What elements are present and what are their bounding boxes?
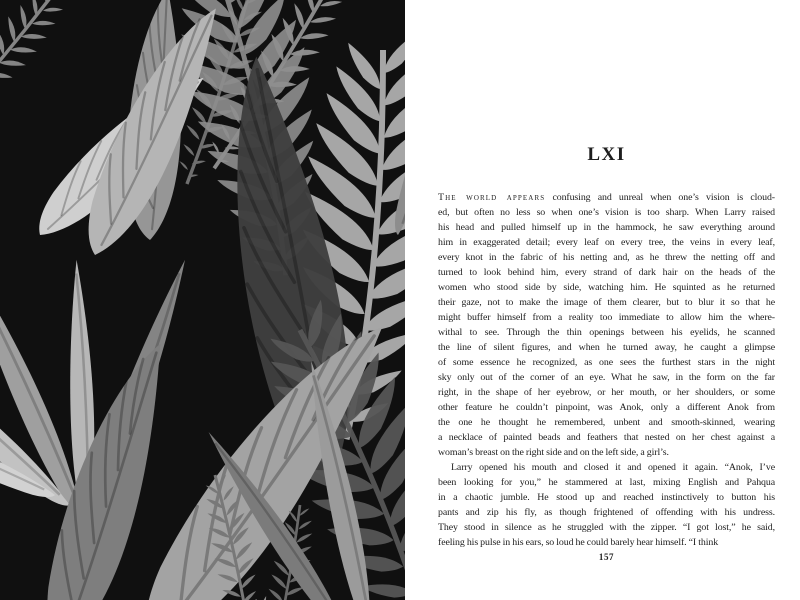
text-line: him in exaggerated detail; every leaf on every tree, the veins in every leaf, xyxy=(438,237,775,248)
text-line: woman’s breast on the right side and on the left side, a girl’s. xyxy=(438,447,669,458)
text-line: every knot in the fabric of his netting and, as he threw the netting off and xyxy=(438,252,775,263)
text-line: withal to see. Through the thin openings between his eyelids, he scanned xyxy=(438,327,775,338)
text-line: ed, but often no less so when one’s vision is too sharp. When Larry raised xyxy=(438,207,775,218)
text-line: sky only out of the corner of an eye. What he saw, in the form on the far xyxy=(438,372,775,383)
text-line: women who stood side by side, watching him. He squinted as he returned xyxy=(438,282,775,293)
text-line: The world appears confusing and unreal when one’s vision is cloud- xyxy=(438,192,775,203)
text-line: the one he thought he remembered, unbent and smooth-skinned, wearing xyxy=(438,417,775,428)
text-line: Larry opened his mouth and closed it and opened it again. “Anok, I’ve xyxy=(451,462,775,473)
page-number: 157 xyxy=(598,552,615,562)
body-text xyxy=(438,190,775,550)
text-line: a necklace of painted beads and feathers that nested on her chest against a xyxy=(438,432,775,443)
chapter-heading: LXI xyxy=(587,144,626,165)
text-line: his head and pulled himself up in the hammock, he saw everything around xyxy=(438,222,775,233)
right-page xyxy=(405,0,800,600)
text-line: been looking for you,” he stammered at last, mixing English and Pahqua xyxy=(438,477,775,488)
text-line: might buffer himself from a reality too immediate to allow him the where- xyxy=(438,312,775,323)
text-line: other feature he couldn’t pinpoint, was Anok, only a different Anok from xyxy=(438,402,775,413)
text-line: right, in the shape of her eyebrow, or her mouth, or her shoulders, or some xyxy=(438,387,775,398)
text-line: They stood in silence as he struggled with the zipper. “I got lost,” he said, xyxy=(438,522,775,533)
text-line: in a chaotic jumble. He stood up and reached instinctively to button his xyxy=(438,492,775,503)
text-line: their gaze, not to make the image of them clearer, but to blur it so that he xyxy=(438,297,775,308)
text-line: of some essence he recognized, as one sees the furthest stars in the night xyxy=(438,357,775,368)
text-column xyxy=(438,145,775,550)
chapter-opener-smallcaps: The world appears xyxy=(438,192,546,203)
text-line: the line of silent figures, and when he turned away, he caught a glimpse xyxy=(438,342,775,353)
text-line: pants and zip his fly, as though frightened of offending with his undress. xyxy=(438,507,775,518)
text-line: feeling his pulse in his ears, so loud he could barely hear himself. “I think xyxy=(438,537,719,548)
text-line: turned to look behind him, every strand of dark hair on the heads of the xyxy=(438,267,775,278)
